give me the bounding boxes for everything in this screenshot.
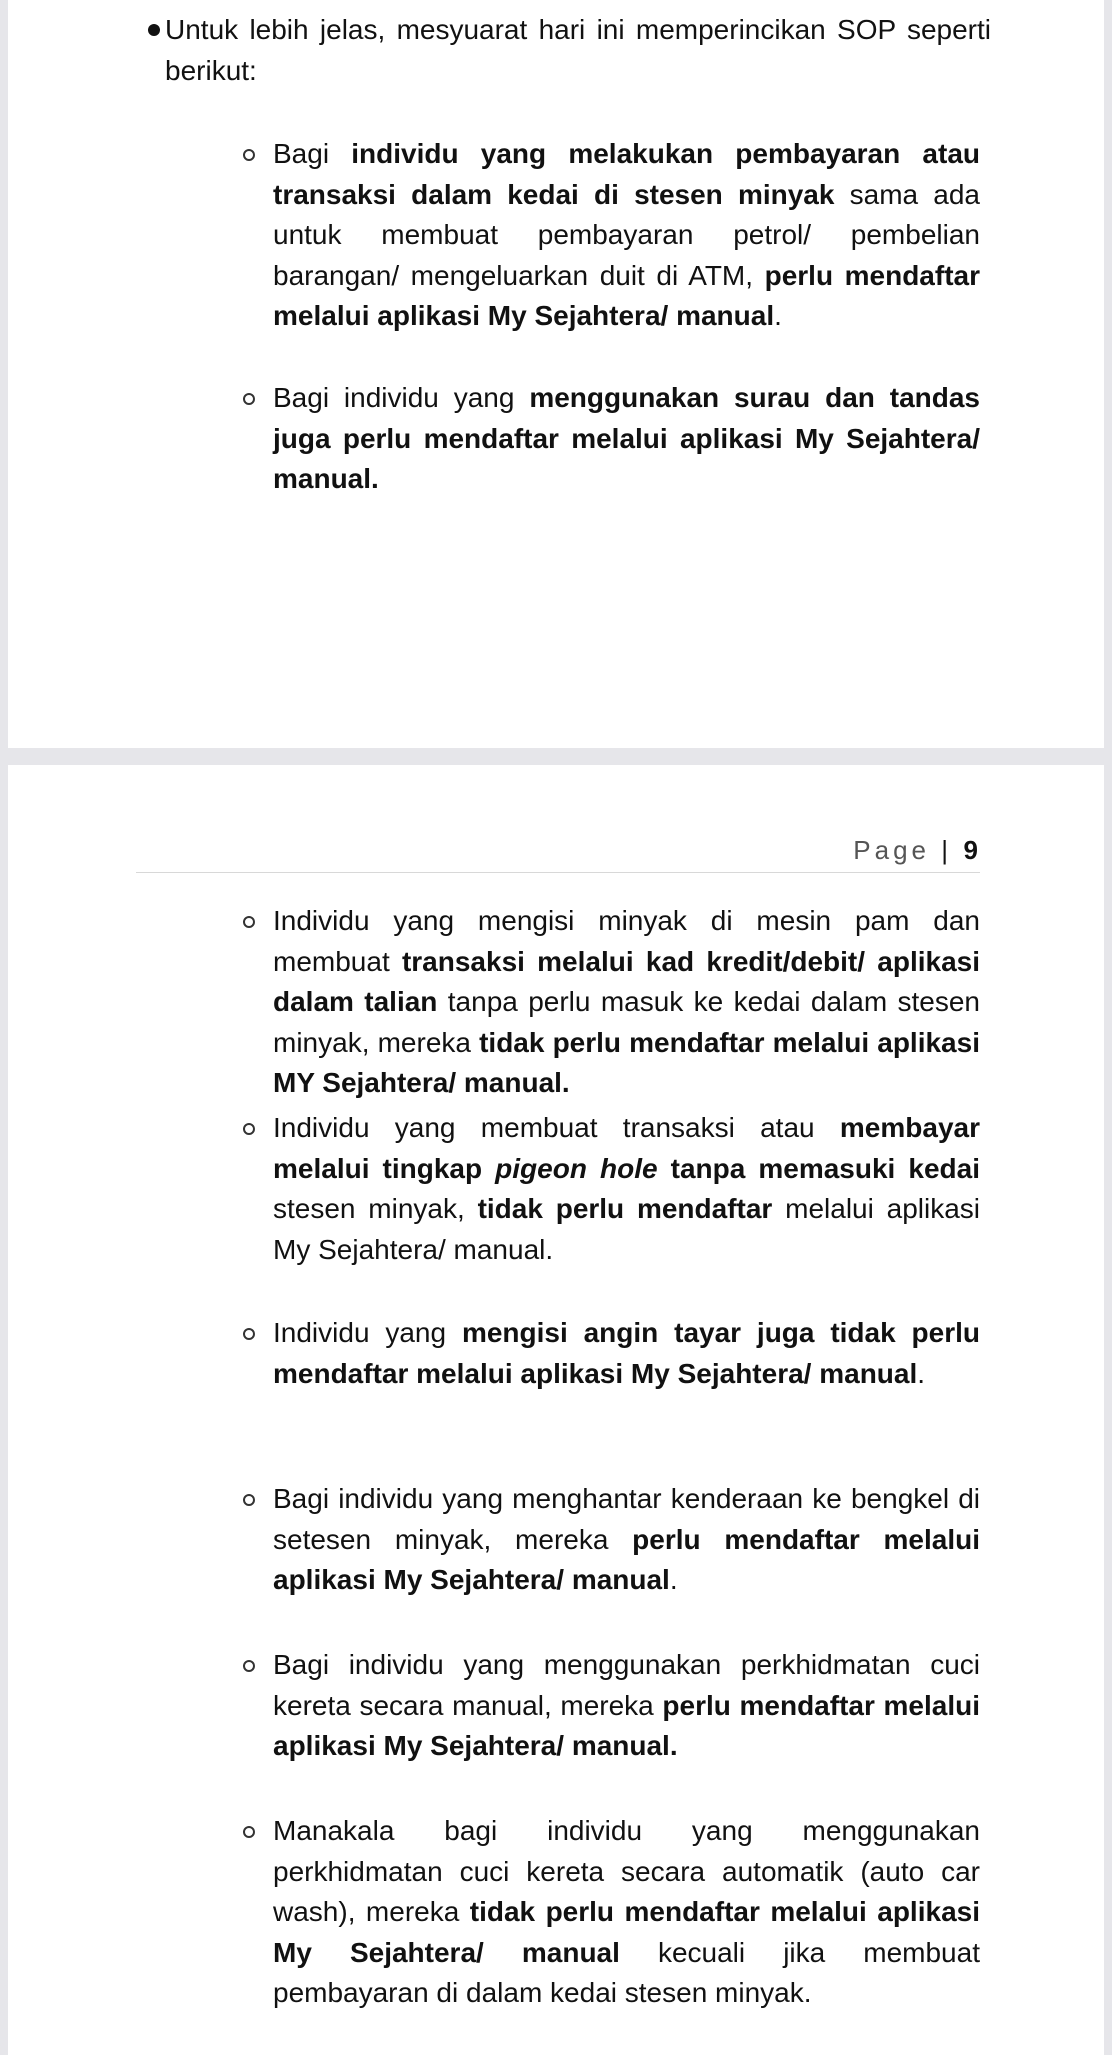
page-header bbox=[136, 835, 980, 873]
sop-item bbox=[273, 134, 980, 337]
sop-text: Individu yang membuat transaksi atau bbox=[273, 1112, 840, 1143]
bullet-disc-icon bbox=[148, 24, 160, 36]
bullet-circle-icon bbox=[243, 149, 255, 161]
bullet-circle-icon bbox=[243, 393, 255, 405]
sop-text-bold: perlu mendaftar melalui aplikasi My Sejahtera/ manual. bbox=[273, 1689, 980, 1761]
sop-text: Bagi individu yang bbox=[273, 382, 530, 413]
page-number: 9 bbox=[963, 835, 978, 865]
sop-text-bold: perlu mendaftar melalui aplikasi My Sejahtera/ manual bbox=[273, 1523, 980, 1595]
bullet-circle-icon bbox=[243, 1494, 255, 1506]
sop-text: . bbox=[917, 1357, 926, 1389]
sop-item bbox=[273, 378, 980, 500]
sop-text: melalui aplikasi My Sejahtera/ manual. bbox=[273, 1193, 980, 1265]
sop-text: Individu yang mengisi minyak di mesin pam dan membuat bbox=[273, 905, 980, 977]
sop-text-bold: individu yang melakukan pembayaran atau transaksi dalam kedai di stesen minyak bbox=[273, 138, 980, 210]
document-page-bottom bbox=[8, 765, 1104, 2055]
sop-text-bold: transaksi melalui kad kredit/debit/ aplikasi dalam talian bbox=[273, 945, 980, 1017]
sop-item bbox=[273, 1313, 980, 1394]
sop-text: Bagi individu yang menghantar kenderaan ke bengkel di setesen minyak, mereka bbox=[273, 1483, 980, 1555]
sop-text: stesen minyak, bbox=[273, 1193, 478, 1224]
sop-text: . bbox=[669, 1564, 678, 1595]
sop-text-bold: tidak perlu mendaftar bbox=[477, 1193, 773, 1224]
sop-item bbox=[273, 1811, 980, 2014]
intro-text: Untuk lebih jelas, mesyuarat hari ini memperincikan SOP seperti berikut: bbox=[165, 14, 991, 86]
sop-text-bold: tidak perlu mendaftar melalui aplikasi MY Sejahtera/ manual. bbox=[273, 1026, 980, 1098]
document-page-top bbox=[8, 0, 1104, 748]
bullet-circle-icon bbox=[243, 1826, 255, 1838]
sop-item bbox=[273, 1479, 980, 1601]
sop-item bbox=[273, 1108, 980, 1270]
sop-text: Bagi bbox=[273, 138, 352, 169]
intro-paragraph bbox=[165, 10, 991, 91]
sop-text: . bbox=[774, 300, 782, 331]
sop-text: Manakala bagi individu yang menggunakan perkhidmatan cuci kereta secara automatik (auto car wash), mereka bbox=[273, 1815, 980, 1927]
sop-item bbox=[273, 901, 980, 1104]
sop-text-bold: mengisi angin tayar juga tidak perlu mendaftar melalui aplikasi My Sejahtera/ manual bbox=[273, 1317, 980, 1389]
bullet-circle-icon bbox=[243, 1123, 255, 1135]
bullet-circle-icon bbox=[243, 916, 255, 928]
sop-text: Individu yang bbox=[273, 1317, 462, 1348]
sop-text: sama ada untuk membuat pembayaran petrol/ pembelian barangan/ mengeluarkan duit di ATM, bbox=[273, 178, 981, 291]
sop-text-bold: perlu mendaftar melalui aplikasi My Sejahtera/ manual bbox=[273, 259, 980, 331]
sop-text-bold: tanpa memasuki kedai bbox=[657, 1152, 980, 1184]
bullet-circle-icon bbox=[243, 1328, 255, 1340]
sop-text-bold: membayar melalui tingkap bbox=[273, 1112, 980, 1184]
sop-text-bold: menggunakan surau dan tandas juga perlu mendaftar melalui aplikasi My Sejahtera/ manual. bbox=[273, 382, 980, 494]
sop-text: kecuali jika membuat pembayaran di dalam kedai stesen minyak. bbox=[273, 1936, 980, 2008]
sop-item bbox=[273, 1645, 980, 1767]
sop-text: tanpa perlu masuk ke kedai dalam stesen minyak, mereka bbox=[273, 986, 980, 1058]
page-separator: | bbox=[941, 835, 948, 865]
sop-text-bold: tidak perlu mendaftar melalui aplikasi My Sejahtera/ manual bbox=[273, 1896, 980, 1968]
page-label: Page bbox=[853, 835, 930, 865]
bullet-circle-icon bbox=[243, 1660, 255, 1672]
sop-text-bold-italic: pigeon hole bbox=[495, 1152, 658, 1184]
sop-text: Bagi individu yang menggunakan perkhidmatan cuci kereta secara manual, mereka bbox=[273, 1649, 980, 1721]
